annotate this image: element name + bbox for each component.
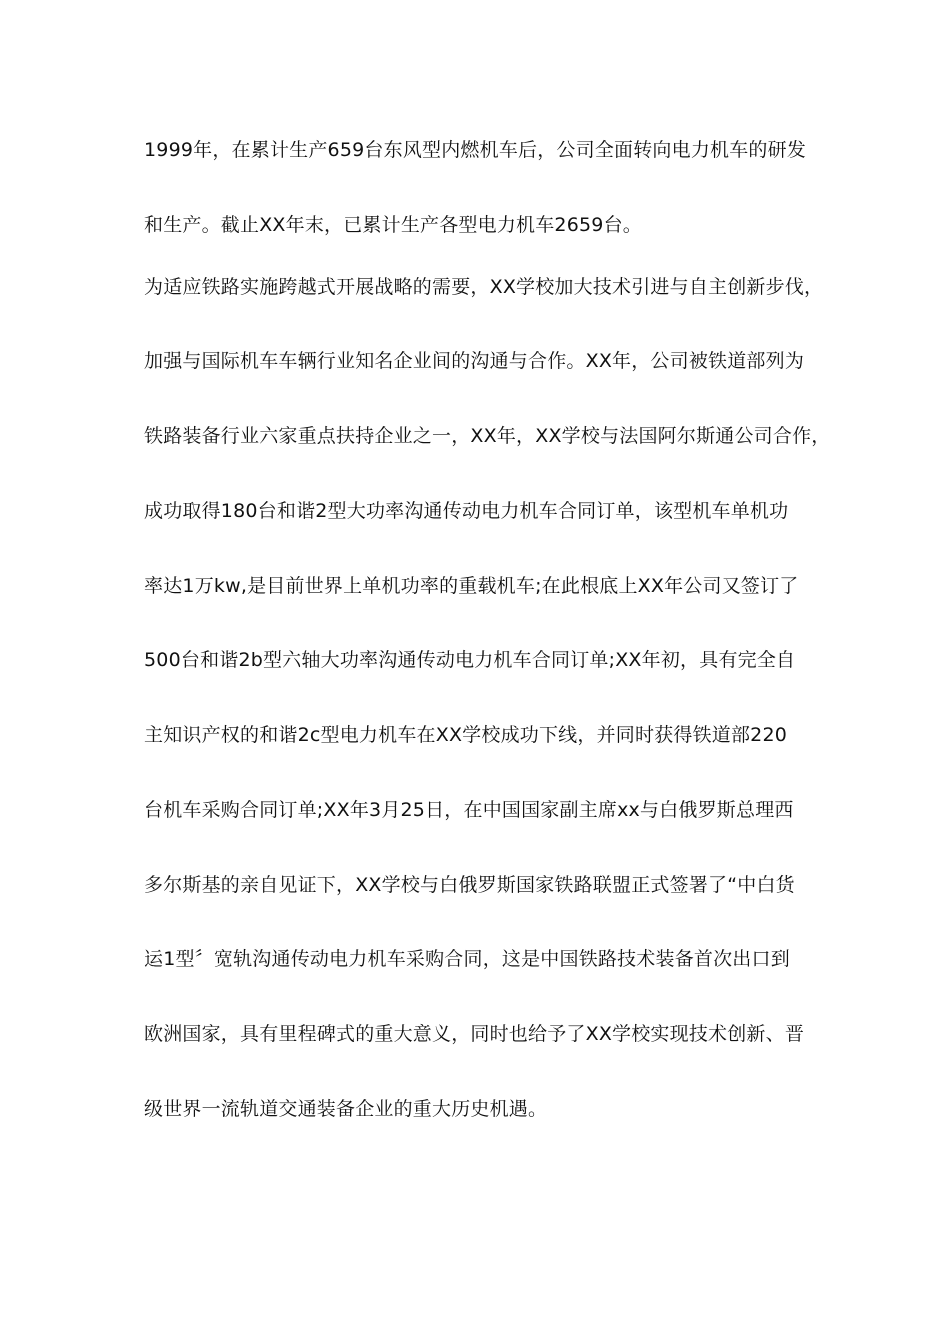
paragraph1-line-2: 和生产。截止XX年末，已累计生产各型电力机车2659台。 <box>144 214 642 236</box>
paragraph2-line-4: 成功取得180台和谐2型大功率沟通传动电力机车合同订单，该型机车单机功 <box>144 500 789 522</box>
paragraph2-line-6: 500台和谐2b型六轴大功率沟通传动电力机车合同订单;XX年初，具有完全自 <box>144 649 796 671</box>
paragraph2-line-2: 加强与国际机车车辆行业知名企业间的沟通与合作。XX年，公司被铁道部列为 <box>144 350 805 372</box>
paragraph1-line-1: 1999年，在累计生产659台东风型内燃机车后，公司全面转向电力机车的研发 <box>144 139 807 161</box>
paragraph2-line-8: 台机车采购合同订单;XX年3月25日，在中国国家副主席xx与白俄罗斯总理西 <box>144 799 794 821</box>
paragraph2-line-3: 铁路装备行业六家重点扶持企业之一，XX年，XX学校与法国阿尔斯通公司合作， <box>144 425 831 447</box>
paragraph2-line-5: 率达1万kw,是目前世界上单机功率的重载机车;在此根底上XX年公司又签订了 <box>144 575 799 597</box>
paragraph2-line-9: 多尔斯基的亲自见证下，XX学校与白俄罗斯国家铁路联盟正式签署了“中白货 <box>144 874 795 896</box>
paragraph2-line-11: 欧洲国家，具有里程碑式的重大意义，同时也给予了XX学校实现技术创新、晋 <box>144 1023 805 1045</box>
paragraph2-line-7: 主知识产权的和谐2c型电力机车在XX学校成功下线，并同时获得铁道部220 <box>144 724 788 746</box>
paragraph2-line-10: 运1型〞宽轨沟通传动电力机车采购合同，这是中国铁路技术装备首次出口到 <box>144 948 790 970</box>
paragraph2-line-1: 为适应铁路实施跨越式开展战略的需要，XX学校加大技术引进与自主创新步伐， <box>144 276 824 298</box>
paragraph2-line-12: 级世界一流轨道交通装备企业的重大历史机遇。 <box>144 1098 548 1120</box>
